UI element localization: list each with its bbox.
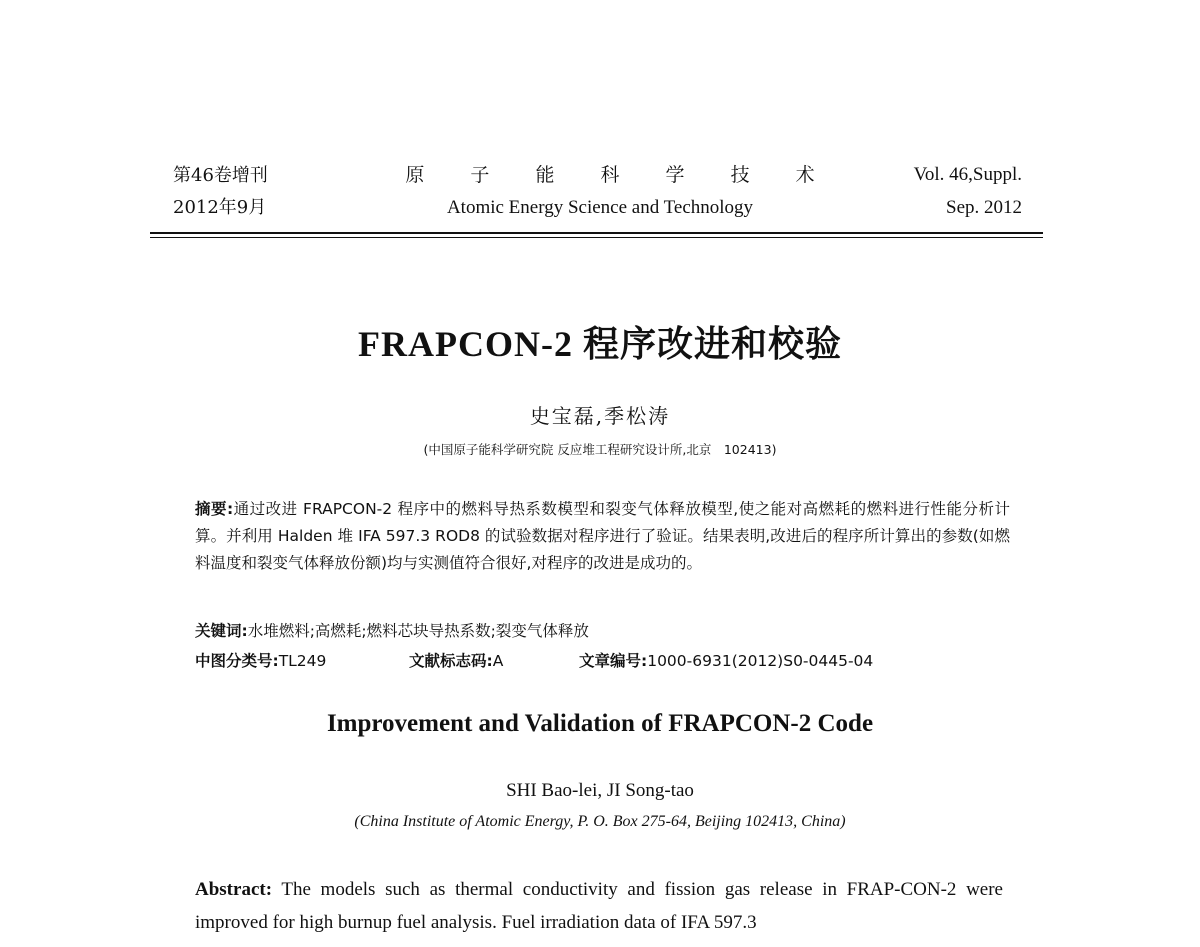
- keywords-cn: [195, 618, 1010, 645]
- abstract-cn: [195, 496, 1010, 577]
- abstract-cn-text: 通过改进 FRAPCON-2 程序中的燃料导热系数模型和裂变气体释放模型,使之能对高燃耗的燃料进行性能分析计算。并利用 Halden 堆 IFA 597.3 ROD8 的试验数据对程序进行了验证。结果表明,改进后的程序所计算出的参数(如燃料温度和裂变气体释放份额)均与实测值符合很好,对程序的改进是成功的。: [195, 500, 1010, 572]
- paper-title-cn: FRAPCON-2 程序改进和校验: [358, 324, 842, 364]
- authors-cn: 史宝磊,季松涛: [529, 404, 671, 428]
- journal-title-cn: 原 子 能 科 学 技 术: [405, 164, 835, 186]
- document-code: [409, 648, 503, 675]
- abstract-en-label: Abstract:: [195, 879, 273, 900]
- date-cn: 2012年9月: [173, 197, 267, 218]
- date-en: Sep. 2012: [946, 197, 1022, 218]
- volume-cn: 第46卷增刊: [173, 165, 268, 186]
- affiliation-cn: (中国原子能科学研究院 反应堆工程研究设计所,北京 102413): [423, 442, 777, 457]
- paper-title-en: Improvement and Validation of FRAPCON-2 Code: [326, 710, 874, 737]
- clc-number: [195, 648, 326, 675]
- journal-title-en: Atomic Energy Science and Technology: [446, 197, 754, 218]
- clc-label: 中图分类号:: [195, 652, 279, 670]
- abstract-cn-label: 摘要:: [195, 500, 234, 518]
- keywords-cn-text: 水堆燃料;高燃耗;燃料芯块导热系数;裂变气体释放: [247, 622, 589, 640]
- doc-value: A: [492, 652, 504, 670]
- abstract-en: [195, 873, 1003, 939]
- article-number: [579, 648, 873, 675]
- article-value: 1000-6931(2012)S0-0445-04: [647, 652, 874, 670]
- authors-en: SHI Bao-lei, JI Song-tao: [506, 780, 694, 801]
- abstract-en-text: The models such as thermal conductivity and fission gas release in FRAP-CON-2 were improved for high burnup fuel analysis. Fuel irradiation data of IFA 597.3: [195, 879, 1003, 933]
- header-rule-thick: [150, 232, 1043, 234]
- keywords-cn-label: 关键词:: [195, 622, 248, 640]
- classification-line: [195, 648, 1010, 675]
- doc-label: 文献标志码:: [409, 652, 493, 670]
- volume-en: Vol. 46,Suppl.: [913, 164, 1022, 185]
- clc-value: TL249: [278, 652, 327, 670]
- article-label: 文章编号:: [579, 652, 648, 670]
- header-rule-thin: [150, 237, 1043, 238]
- affiliation-en: (China Institute of Atomic Energy, P. O. Box 275-64, Beijing 102413, China): [354, 813, 846, 830]
